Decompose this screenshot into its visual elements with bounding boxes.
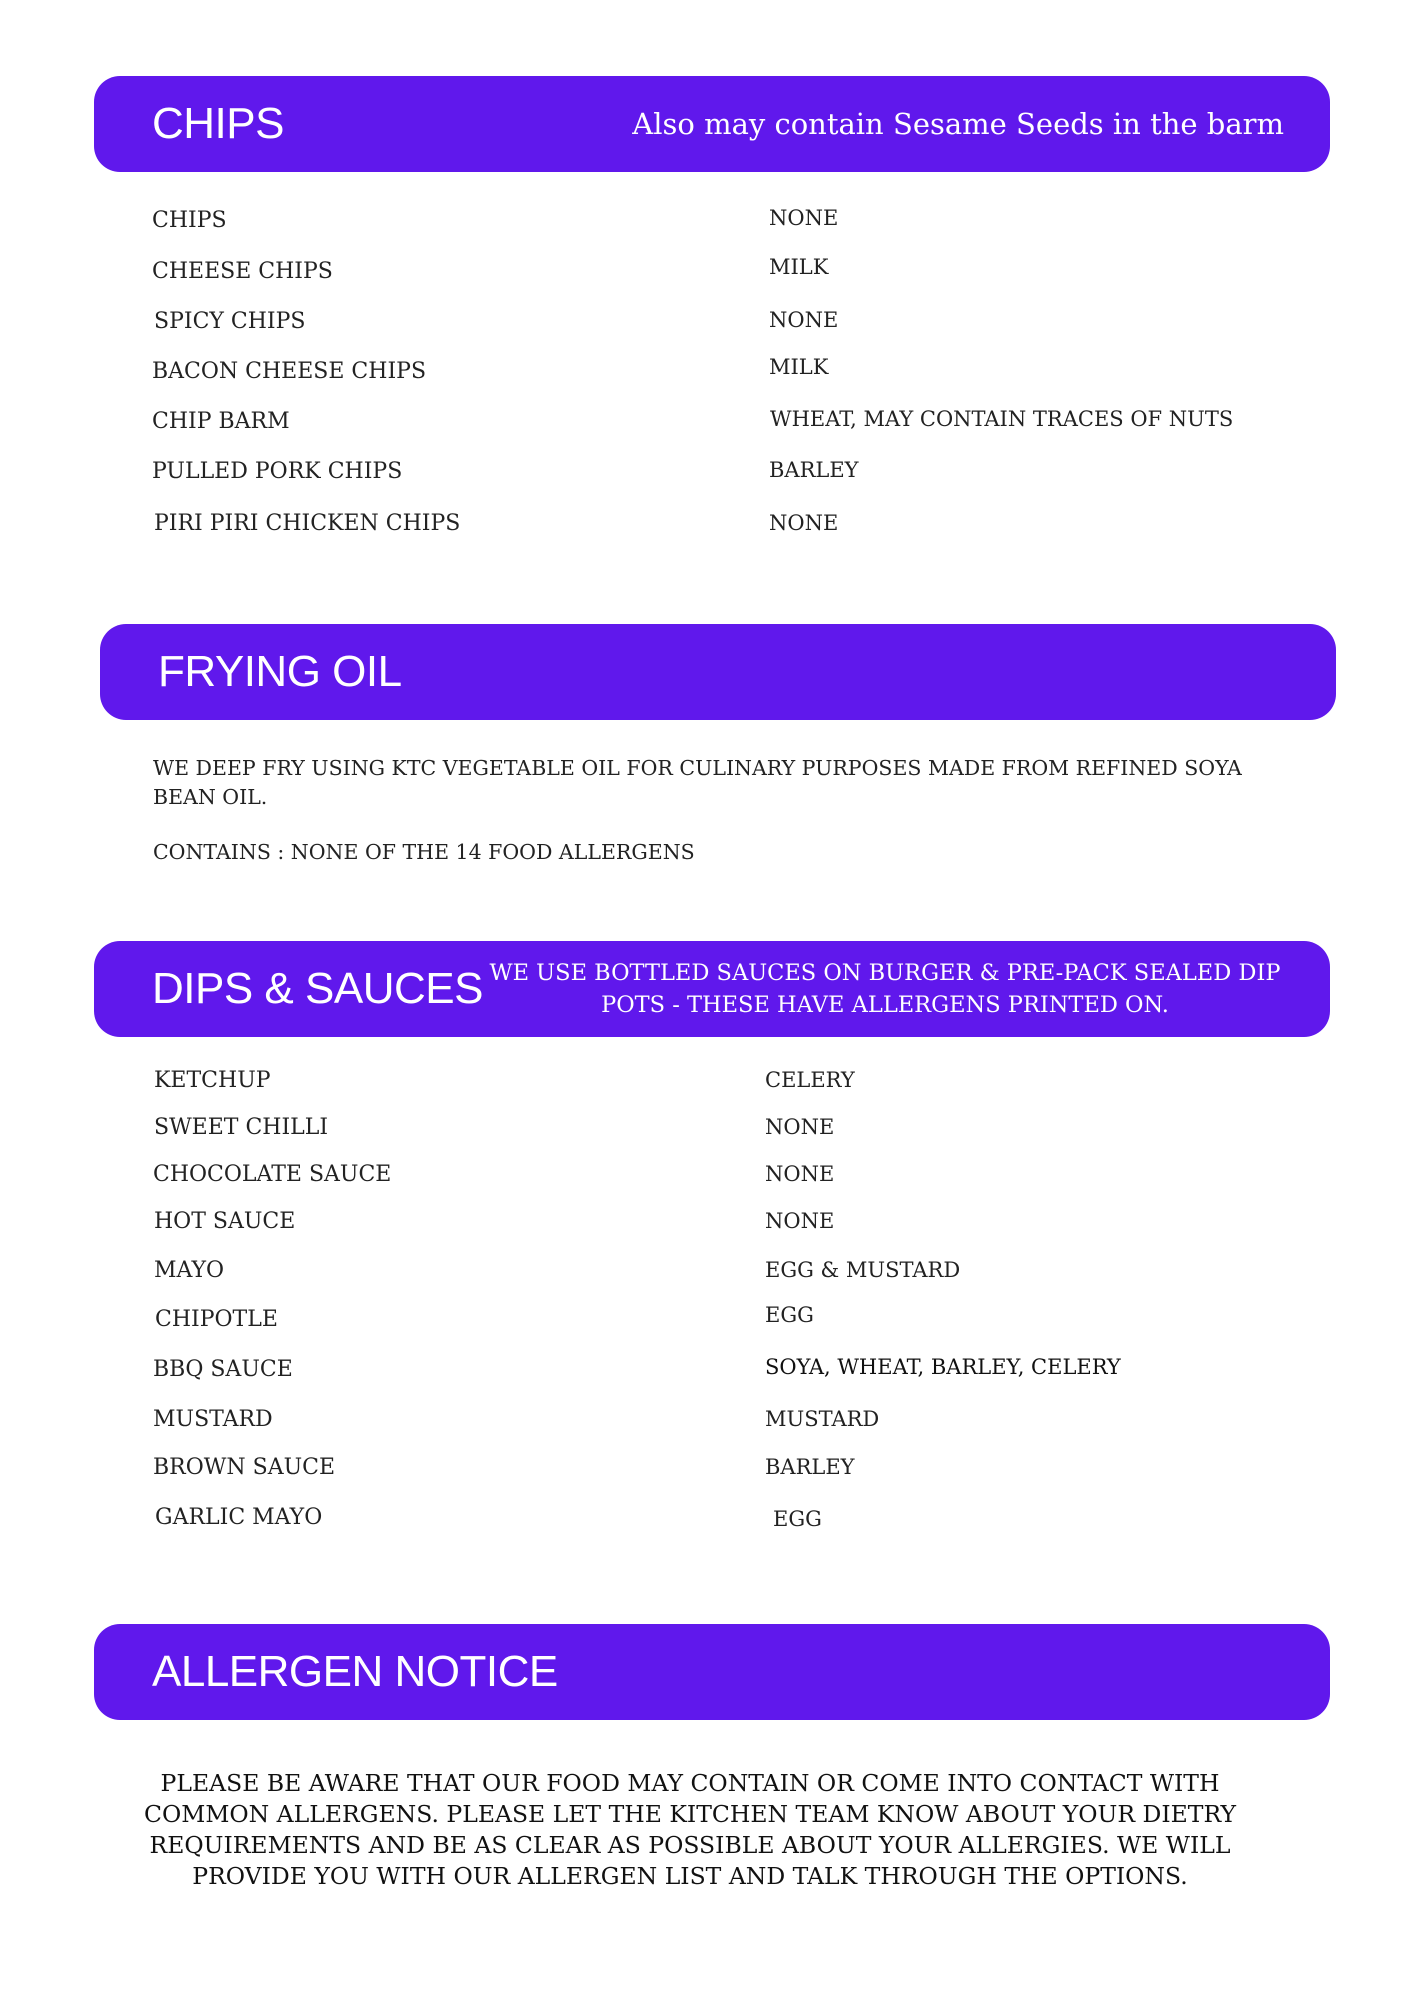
list-item: [152, 355, 1302, 389]
list-item: [152, 511, 1302, 541]
dips-list: [153, 1068, 1303, 1538]
notice-banner: [94, 1624, 1330, 1720]
item-allergen: CELERY: [765, 1068, 855, 1092]
item-allergen: WHEAT, MAY CONTAIN TRACES OF NUTS: [770, 407, 1234, 431]
chips-title: CHIPS: [152, 99, 284, 148]
list-item: [152, 208, 1302, 238]
frying-oil-banner: [100, 624, 1336, 720]
list-item: [153, 1258, 1303, 1288]
list-item: [152, 409, 1302, 439]
item-name: CHIPS: [152, 208, 227, 233]
list-item: [153, 1357, 1303, 1387]
dips-title: DIPS & SAUCES: [152, 964, 483, 1013]
item-name: CHIPOTLE: [155, 1307, 278, 1332]
item-name: CHIP BARM: [152, 409, 290, 434]
item-allergen: MUSTARD: [765, 1407, 880, 1431]
list-item: [153, 1303, 1303, 1337]
item-allergen: NONE: [765, 1162, 835, 1186]
item-allergen: NONE: [765, 1115, 835, 1139]
dips-note: WE USE BOTTLED SAUCES ON BURGER & PRE-PACK SEALED DIP POTS - THESE HAVE ALLERGENS PRINTED ON.: [489, 960, 1281, 1018]
item-allergen: SOYA, WHEAT, BARLEY, CELERY: [765, 1355, 1121, 1379]
item-name: KETCHUP: [154, 1068, 271, 1093]
item-allergen: BARLEY: [769, 458, 859, 482]
item-allergen: MILK: [769, 255, 829, 279]
item-allergen: BARLEY: [765, 1455, 855, 1479]
item-name: BBQ SAUCE: [153, 1357, 293, 1382]
item-name: SPICY CHIPS: [154, 309, 306, 334]
item-allergen: EGG: [773, 1507, 822, 1531]
list-item: [153, 1068, 1303, 1098]
frying-oil-title: FRYING OIL: [158, 647, 402, 696]
chips-note: Also may contain Sesame Seeds in the barm: [632, 107, 1284, 141]
list-item: [153, 1505, 1303, 1535]
item-allergen: NONE: [769, 308, 839, 332]
allergen-notice-text: PLEASE BE AWARE THAT OUR FOOD MAY CONTAIN OR COME INTO CONTACT WITH COMMON ALLERGENS. PLEASE LET THE KITCHEN TEAM KNOW ABOUT YOUR DIETRY REQUIREMENTS AND BE AS CLEAR AS POSSIBLE ABOUT YOUR ALLERGIES. WE WILL PROVIDE YOU WITH OUR ALLERGEN LIST AND TALK THROUGH THE OPTIONS.: [144, 1769, 1236, 1890]
item-name: CHEESE CHIPS: [152, 259, 333, 284]
item-allergen: MILK: [769, 355, 829, 379]
list-item: [152, 255, 1302, 289]
chips-list: [152, 208, 1302, 548]
item-name: BACON CHEESE CHIPS: [152, 359, 427, 384]
chips-banner: [94, 76, 1330, 172]
list-item: [152, 459, 1302, 489]
item-allergen: EGG & MUSTARD: [765, 1258, 961, 1282]
item-name: GARLIC MAYO: [155, 1505, 323, 1530]
item-allergen: EGG: [765, 1303, 814, 1327]
item-allergen: NONE: [769, 206, 839, 230]
list-item: [153, 1162, 1303, 1192]
item-name: MAYO: [154, 1258, 225, 1283]
list-item: [153, 1209, 1303, 1239]
frying-oil-contains: CONTAINS : NONE OF THE 14 FOOD ALLERGENS: [153, 840, 695, 864]
item-name: BROWN SAUCE: [153, 1455, 336, 1480]
item-name: MUSTARD: [153, 1407, 273, 1432]
item-allergen: NONE: [769, 511, 839, 535]
notice-title: ALLERGEN NOTICE: [152, 1647, 558, 1696]
item-name: SWEET CHILLI: [154, 1115, 329, 1140]
frying-oil-description: WE DEEP FRY USING KTC VEGETABLE OIL FOR CULINARY PURPOSES MADE FROM REFINED SOYA BEAN OIL.: [153, 756, 1242, 809]
item-allergen: NONE: [765, 1209, 835, 1233]
item-name: CHOCOLATE SAUCE: [153, 1162, 392, 1187]
list-item: [152, 309, 1302, 339]
list-item: [153, 1115, 1303, 1145]
list-item: [153, 1455, 1303, 1485]
item-name: PIRI PIRI CHICKEN CHIPS: [154, 511, 461, 536]
item-name: HOT SAUCE: [154, 1209, 296, 1234]
dips-banner: [94, 941, 1330, 1037]
item-name: PULLED PORK CHIPS: [152, 459, 403, 484]
list-item: [153, 1407, 1303, 1437]
